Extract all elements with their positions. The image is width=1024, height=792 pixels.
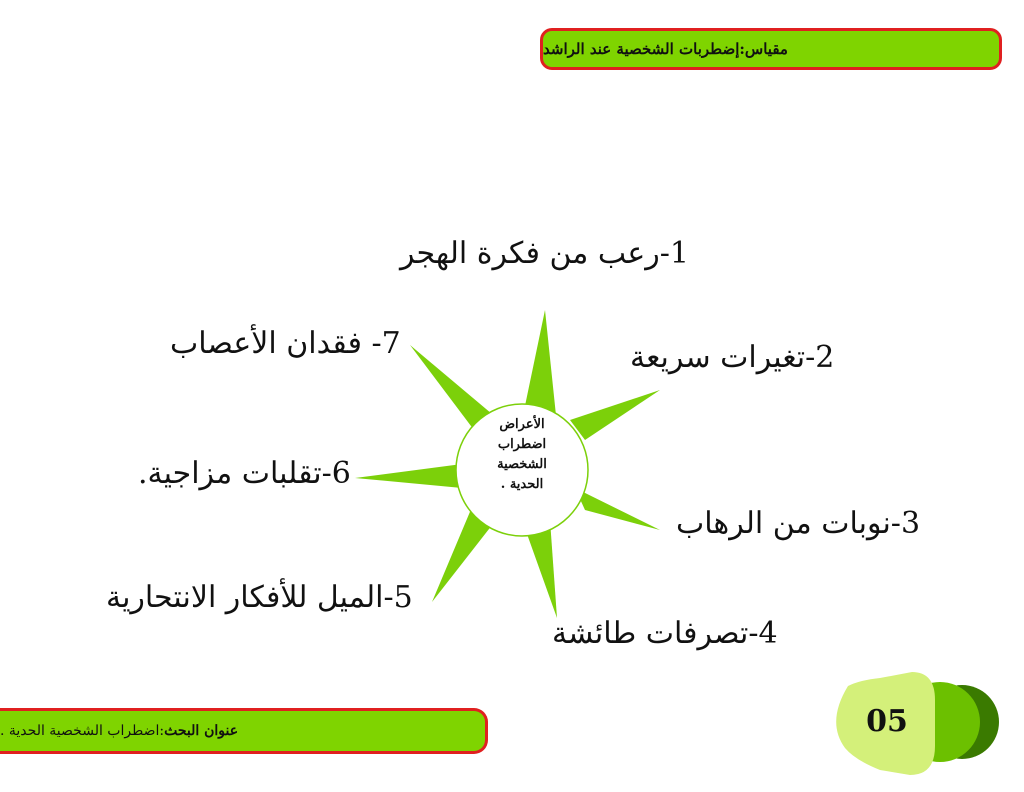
symptom-4: 4-تصرفات طائشة bbox=[552, 616, 778, 651]
symptom-2: 2-تغيرات سريعة bbox=[630, 340, 835, 375]
symptom-1: 1-رعب من فكرة الهجر bbox=[400, 236, 689, 271]
center-line-1: الأعراض bbox=[499, 417, 545, 432]
center-line-4: الحدية . bbox=[500, 477, 544, 492]
header-title: مقياس:إضطربات الشخصية عند الراشد bbox=[543, 40, 788, 58]
center-line-3: الشخصية bbox=[497, 457, 547, 472]
footer-lead: عنوان البحث bbox=[164, 723, 239, 739]
footer-rest: :اضطراب الشخصية الحدية . bbox=[0, 723, 165, 739]
symptom-5: 5-الميل للأفكار الانتحارية bbox=[106, 580, 413, 615]
symptom-3: 3-نوبات من الرهاب bbox=[676, 506, 921, 541]
center-line-2: اضطراب bbox=[497, 437, 547, 452]
symptom-6: 6-تقلبات مزاجية. bbox=[138, 456, 351, 491]
center-concept bbox=[458, 415, 586, 495]
ray-3 bbox=[575, 488, 660, 530]
ray-6 bbox=[355, 464, 462, 488]
page-number: 05 bbox=[866, 704, 908, 739]
symptom-7: 7- فقدان الأعصاب bbox=[170, 326, 401, 361]
footer-banner bbox=[0, 708, 488, 754]
